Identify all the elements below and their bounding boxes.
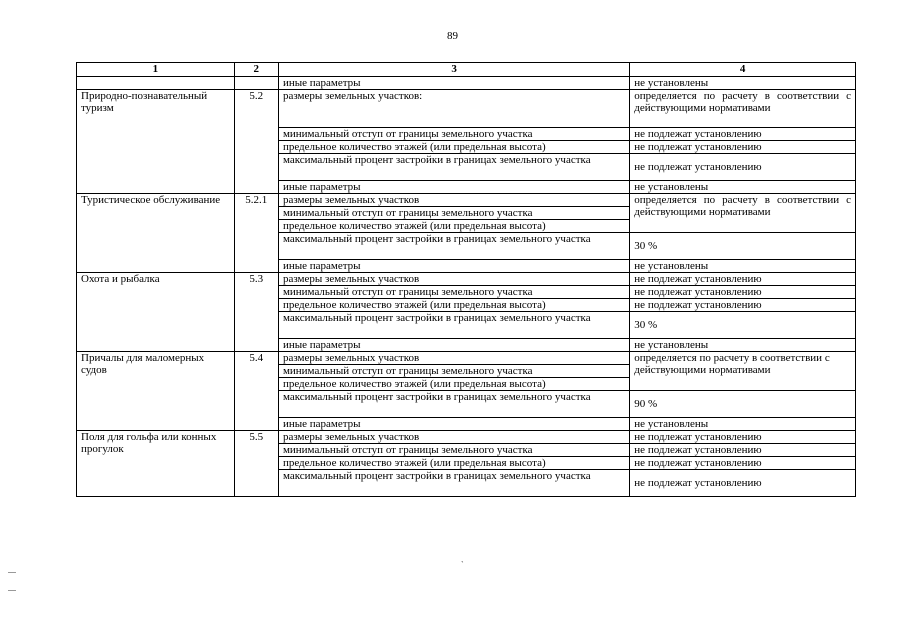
param-cell: минимальный отступ от границы земельного участка <box>278 128 629 141</box>
use-type-code: 5.2 <box>234 90 278 194</box>
param-cell: размеры земельных участков <box>278 194 629 207</box>
value-cell: 30 % <box>630 233 856 260</box>
table-row <box>77 273 856 286</box>
use-type-code: 5.4 <box>234 352 278 431</box>
value-cell: определяется по расчету в соответствии с действующими нормативами <box>630 194 856 233</box>
value-cell: 30 % <box>630 312 856 339</box>
param-cell: размеры земельных участков <box>278 352 629 365</box>
param-cell: предельное количество этажей (или предельная высота) <box>278 141 629 154</box>
table-cell <box>234 77 278 90</box>
param-cell: предельное количество этажей (или предельная высота) <box>278 220 629 233</box>
header-col-1: 1 <box>77 63 235 77</box>
value-cell: не установлены <box>630 418 856 431</box>
param-cell: размеры земельных участков <box>278 273 629 286</box>
param-cell: максимальный процент застройки в границах земельного участка <box>278 233 629 260</box>
param-cell: иные параметры <box>278 418 629 431</box>
param-cell: иные параметры <box>278 77 629 90</box>
scan-speck: ` <box>461 560 464 569</box>
use-type-code: 5.5 <box>234 431 278 497</box>
param-cell: иные параметры <box>278 339 629 352</box>
param-cell: минимальный отступ от границы земельного участка <box>278 207 629 220</box>
use-type-name: Охота и рыбалка <box>77 273 235 352</box>
header-col-4: 4 <box>630 63 856 77</box>
land-use-table <box>76 62 856 497</box>
table-row <box>77 194 856 207</box>
value-cell: не подлежат установлению <box>630 128 856 141</box>
value-cell: не подлежат установлению <box>630 286 856 299</box>
use-type-name: Причалы для маломерных судов <box>77 352 235 431</box>
table-header-row <box>77 63 856 77</box>
value-cell: не подлежат установлению <box>630 470 856 497</box>
page-number: 89 <box>447 30 458 42</box>
value-cell: не подлежат установлению <box>630 457 856 470</box>
header-col-2: 2 <box>234 63 278 77</box>
value-cell: не подлежат установлению <box>630 141 856 154</box>
value-cell: не подлежат установлению <box>630 154 856 181</box>
value-cell: определяется по расчету в соответствии с действующими нормативами <box>630 90 856 128</box>
param-cell: предельное количество этажей (или предельная высота) <box>278 378 629 391</box>
param-cell: размеры земельных участков: <box>278 90 629 128</box>
table-row <box>77 431 856 444</box>
use-type-name: Природно-познавательный туризм <box>77 90 235 194</box>
use-type-name: Поля для гольфа или конных прогулок <box>77 431 235 497</box>
param-cell: максимальный процент застройки в границах земельного участка <box>278 312 629 339</box>
table-row <box>77 352 856 365</box>
param-cell: минимальный отступ от границы земельного участка <box>278 286 629 299</box>
param-cell: предельное количество этажей (или предельная высота) <box>278 457 629 470</box>
margin-mark <box>8 572 16 573</box>
param-cell: иные параметры <box>278 260 629 273</box>
value-cell: не установлены <box>630 77 856 90</box>
use-type-code: 5.3 <box>234 273 278 352</box>
value-cell: не подлежат установлению <box>630 299 856 312</box>
value-cell: не подлежат установлению <box>630 431 856 444</box>
value-cell: определяется по расчету в соответствии с действующими нормативами <box>630 352 856 391</box>
value-cell: не установлены <box>630 339 856 352</box>
value-cell: 90 % <box>630 391 856 418</box>
value-cell: не подлежат установлению <box>630 444 856 457</box>
margin-mark <box>8 590 16 591</box>
table-row <box>77 77 856 90</box>
use-type-code: 5.2.1 <box>234 194 278 273</box>
value-cell: не подлежат установлению <box>630 273 856 286</box>
value-cell: не установлены <box>630 181 856 194</box>
header-col-3: 3 <box>278 63 629 77</box>
table-row <box>77 90 856 128</box>
param-cell: предельное количество этажей (или предельная высота) <box>278 299 629 312</box>
param-cell: максимальный процент застройки в границах земельного участка <box>278 391 629 418</box>
param-cell: размеры земельных участков <box>278 431 629 444</box>
use-type-name: Туристическое обслуживание <box>77 194 235 273</box>
param-cell: минимальный отступ от границы земельного участка <box>278 444 629 457</box>
table-cell <box>77 77 235 90</box>
param-cell: максимальный процент застройки в границах земельного участка <box>278 154 629 181</box>
param-cell: минимальный отступ от границы земельного участка <box>278 365 629 378</box>
value-cell: не установлены <box>630 260 856 273</box>
param-cell: иные параметры <box>278 181 629 194</box>
param-cell: максимальный процент застройки в границах земельного участка <box>278 470 629 497</box>
